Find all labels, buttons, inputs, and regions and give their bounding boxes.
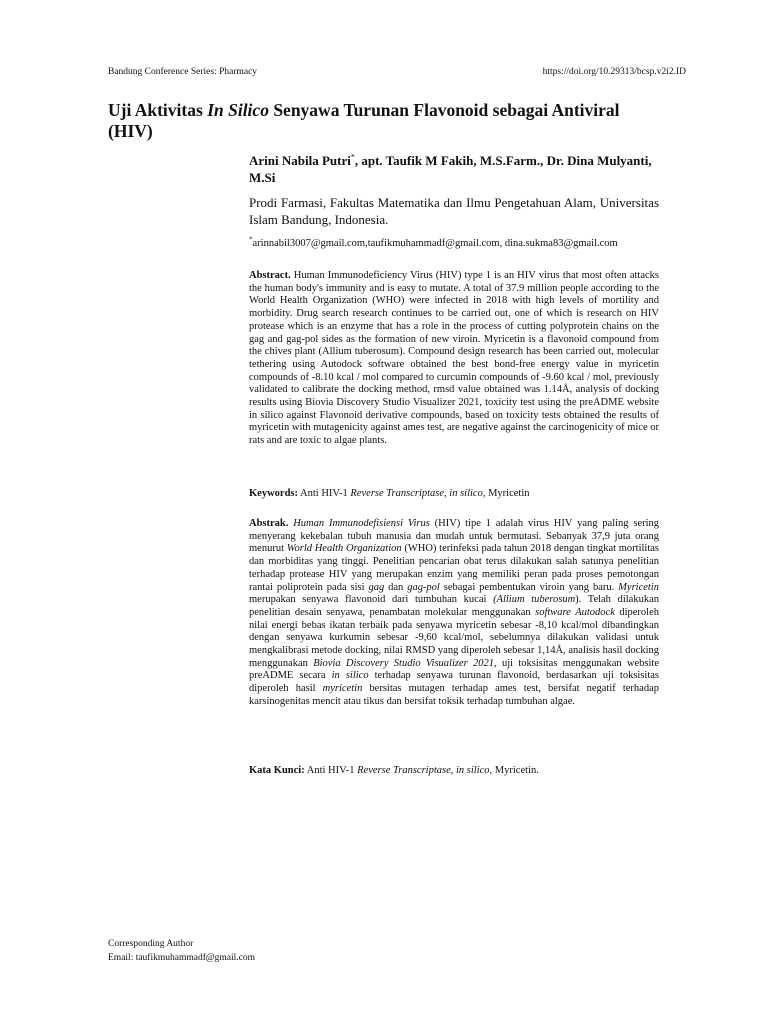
abstrak-italic: gag [368, 581, 385, 593]
paper-title [108, 100, 668, 142]
abstract-label: Abstract. [249, 270, 291, 281]
abstrak-italic: World Health Organization [286, 543, 402, 555]
title-part-1: Uji Aktivitas [108, 100, 208, 120]
abstract-english [249, 270, 659, 448]
abstrak-italic: (Allium tuberosum [493, 594, 576, 606]
abstrak-italic: gag-pol [407, 581, 440, 593]
author-emails [249, 237, 659, 251]
abstract-indonesian [249, 518, 659, 709]
running-header [108, 67, 686, 81]
journal-name: Bandung Conference Series: Pharmacy [108, 67, 258, 77]
abstrak-text: diperoleh nilai energi bebas ikatan terbaik pada senyawa myricetin sebesar -8,10 kcal/mol dibandingkan dengan senyawa kurkumin sebesar -9,60 kcal/mol, sebelumnya dilakukan validasi untuk mengkalibrasi metode docking, nilai RMSD yang diperoleh sebesar 1,14Å, analisis hasil docking menggunakan [249, 606, 659, 669]
author-list [249, 152, 659, 186]
title-part-2: In Silico [207, 100, 269, 120]
abstrak-italic: software Autodock [535, 606, 615, 618]
abstrak-text: terhadap senyawa turunan flavonoid, berdasarkan uji toksisitas diperoleh hasil [249, 670, 659, 695]
email-mark: * [249, 235, 253, 244]
abstrak-text: sebagai pembentukan viroin yang baru. [439, 581, 619, 593]
abstrak-italic: Biovia Discovery Studio Visualizer 2021, [313, 657, 497, 669]
doi-link[interactable]: https://doi.org/10.29313/bcsp.v2i2.ID [542, 67, 686, 77]
abstrak-italic: Myricetin [618, 581, 659, 593]
keywords-text-1: Anti HIV-1 [298, 488, 351, 499]
keywords-text-2: Myricetin [485, 488, 530, 499]
abstrak-text: bersitas mutagen terhadap ames test, bersifat negatif terhadap karsinogenitas mencit atau tikus dan bersifat toksik terhadap tumbuhan algae. [249, 683, 660, 707]
kata-kunci-label: Kata Kunci: [249, 765, 305, 776]
kata-kunci-text-2: Myricetin. [492, 765, 539, 776]
abstrak-text: dan [384, 581, 408, 593]
title-part-3: Senyawa Turunan Flavonoid sebagai Antiviral (HIV) [108, 100, 620, 141]
author-names-rest: , apt. Taufik M Fakih, M.S.Farm., Dr. Dina Mulyanti, M.Si [249, 153, 652, 185]
author-mark: * [350, 152, 355, 162]
keywords-italic: Reverse Transcriptase, in silico, [350, 488, 486, 499]
abstract-text: Human Immunodeficiency Virus (HIV) type 1 is an HIV virus that most often attacks the human body's immunity and is easy to mutate. A total of 37.9 million people according to the World Health Organization (WHO) were infected in 2018 with high levels of mortility and morbidity. Drug search research continues to be carried out, one of which is research on HIV protease which is an enzyme that has a role in the process of cutting polyprotein chains on the gag and gag-pol sides as the formation of new viroin. Myricetin is a flavonoid compound from the chives plant (Allium tuberosum). Compound design research has been carried out, molecular tethering using Autodock software obtained the best bond-free energy value in myricetin compounds of -8.10 kcal / mol compared to curcumin compounds of -9.60 kcal / mol, previously validated to calibrate the docking method, rmsd value obtained was 1.14Å, analysis of docking results using Biovia Discovery Studio Visualizer 2021, toxicity test using the preADME website in silico against Flavonoid derivative compounds, based on toxicity tests obtained the results of myricetin with mutagenicity against ames test, are negative against the carcinogenicity of mice or rats and are toxic to algae plants. [249, 270, 659, 447]
corresponding-author-label: Corresponding Author [108, 939, 194, 949]
kata-kunci-text-1: Anti HIV-1 [304, 765, 358, 776]
keywords-english [249, 488, 659, 501]
keywords-indonesian [249, 765, 659, 778]
abstrak-italic: in silico [331, 670, 369, 682]
affiliation: Prodi Farmasi, Fakultas Matematika dan Ilmu Pengetahuan Alam, Universitas Islam Bandung, Indonesia. [249, 195, 659, 227]
abstrak-text: merupakan senyawa flavonoid dari tumbuhan kucai [249, 594, 494, 606]
kata-kunci-italic: Reverse Transcriptase, in silico, [357, 765, 493, 776]
email-list[interactable]: arinnabil3007@gmail.com,taufikmuhammadf@gmail.com, dina.sukma83@gmail.com [252, 238, 618, 249]
keywords-label: Keywords: [249, 488, 298, 499]
corresponding-author-email[interactable]: Email: taufikmuhammadf@gmail.com [108, 953, 255, 963]
author-name-1: Arini Nabila Putri [249, 153, 351, 168]
abstrak-text: (WHO) terinfeksi pada tahun 2018 dengan tingkat mortilitas dan morbiditas yang tinggi. Penelitian pencarian obat terus dilakukan salah satunya penelitian terhadap protease HIV yang merupakan enzim yang memiliki peran pada proses pemotongan rantai poliprotein pada sisi [249, 543, 659, 593]
abstrak-text: (HIV) tipe 1 adalah virus HIV yang paling sering menyerang kekebalan tubuh manusia dan mudah untuk bermutasi. Sebanyak 37,9 juta orang menurut [249, 518, 660, 555]
abstrak-italic: myricetin [322, 683, 363, 695]
footer-note [108, 937, 255, 965]
abstrak-label: Abstrak. [249, 518, 289, 529]
abstrak-italic: Human Immunodefisiensi Virus [293, 518, 430, 529]
abstrak-text: ). Telah dilakukan penelitian desain senyawa, penambatan molekular menggunakan [249, 594, 659, 618]
abstrak-text: uji toksisitas menggunakan website preADME secara [249, 657, 659, 682]
